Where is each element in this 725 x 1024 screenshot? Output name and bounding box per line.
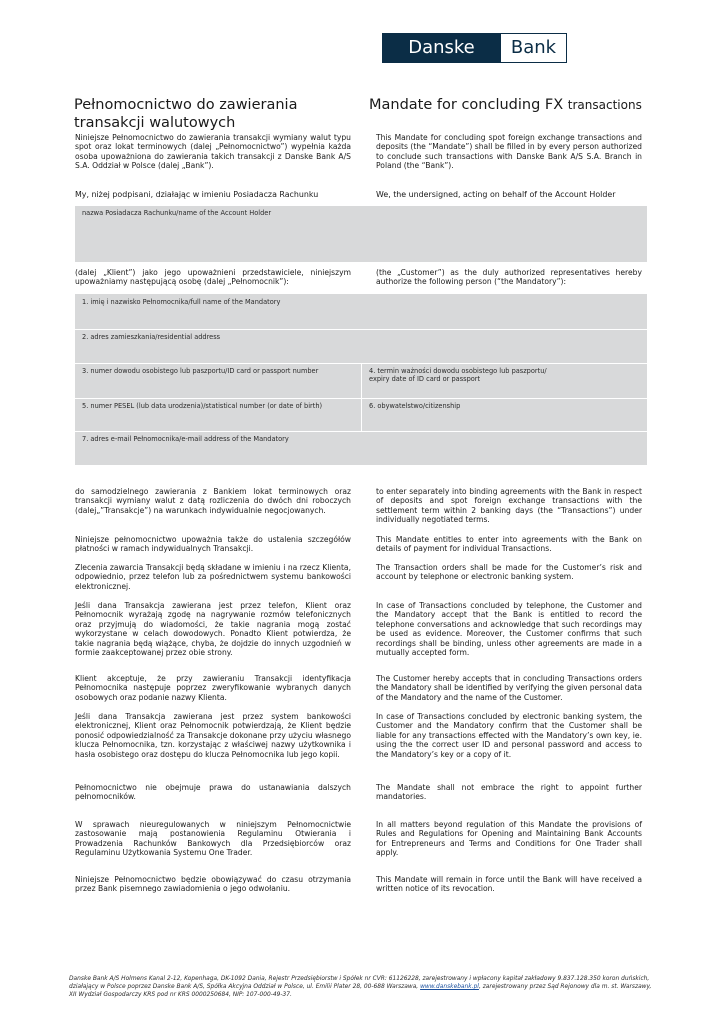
id-number-label: 3. numer dowodu osobistego lub paszportu/ID card or passport number	[82, 367, 319, 375]
id-number-field[interactable]	[75, 364, 361, 398]
citizenship-field[interactable]	[362, 399, 647, 431]
full-name-label: 1. imię i nazwisko Pełnomocnika/full name of the Mandatory	[82, 298, 281, 306]
clause-en-7: The Mandate shall not embrace the right to appoint further mandatories.	[376, 783, 642, 802]
title-english	[369, 96, 659, 114]
footer-legal	[69, 975, 659, 999]
pesel-field[interactable]	[75, 399, 361, 431]
clause-en-9: This Mandate will remain in force until the Bank will have received a written notice of its revocation.	[376, 875, 642, 894]
pesel-label: 5. numer PESEL (lub data urodzenia)/statistical number (or date of birth)	[82, 402, 323, 410]
id-expiry-label	[369, 367, 547, 384]
account-holder-field[interactable]	[75, 206, 647, 262]
residential-address-label: 2. adres zamieszkania/residential address	[82, 333, 221, 341]
clause-pl-6: Jeśli dana Transakcja zawierana jest przez system bankowości elektronicznej, Klient oraz Pełnomocnik potwierdzają, że Klient będzie ponosić odpowiedzialność za Transakcje dokonane przy użyciu własnego klucza Pełnomocnika, tzn. korzystając z właściwej nazwy użytkownika i hasła osobistego oraz dostępu do klucza Pełnomocnika lub jego kopii.	[75, 712, 351, 759]
undersigned-english: We, the undersigned, acting on behalf of the Account Holder	[376, 190, 616, 199]
footer-text: Danske Bank A/S Holmens Kanal 2-12, Kopenhaga, DK-1092 Dania, Rejestr Przedsiębiorstw i Spółek nr CVR: 61126228, zarejestrowany i wpłacony kapitał zakładowy 9.837.128.350 koron duńskich, działający w Polsce poprzez Danske Bank A/S, Spółka Akcyjna Oddział w Polsce, ul. Emilii Plater 28, 00-688 Warszawa,	[69, 976, 650, 990]
danske-bank-logo	[382, 33, 567, 63]
intro-english: This Mandate for concluding spot foreign exchange transactions and deposits (the “Mandate”) shall be filled in by every person authorized to conclude such transactions with Danske Bank A/S S.A. Branch in Poland (the “Bank”).	[376, 133, 642, 171]
clause-pl-3: Zlecenia zawarcia Transakcji będą składane w imieniu i na rzecz Klienta, odpowiednio, przez telefon lub za pośrednictwem systemu bankowości elektronicznej.	[75, 563, 351, 591]
id-expiry-label-line1: 4. termin ważności dowodu osobistego lub paszportu/	[369, 367, 547, 375]
clause-en-1: to enter separately into binding agreements with the Bank in respect of deposits and spot foreign exchange transactions with the settlement term within 2 banking days (the “Transactions”) under individually negotiated terms.	[376, 487, 642, 525]
residential-address-field[interactable]	[75, 330, 647, 363]
id-expiry-field[interactable]	[362, 364, 647, 398]
authorize-english: (the „Customer”) as the duly authorized representatives hereby authorize the following person (“the Mandatory”):	[376, 268, 642, 287]
logo-bank: Bank	[500, 34, 566, 62]
clause-en-5: The Customer hereby accepts that in concluding Transactions orders the Mandatory shall be identified by verifying the given personal data of the Mandatory and the name of the Customer.	[376, 674, 642, 702]
title-polish: Pełnomocnictwo do zawierania transakcji walutowych	[74, 97, 298, 131]
clause-en-4: In case of Transactions concluded by telephone, the Customer and the Mandatory accept that the Bank is entitled to record the telephone conversations and acknowledge that such recordings may be used as evidence. Moreover, the Customer confirms that such recordings shall be binding, unless other agreements are made in a mutually accepted form.	[376, 601, 642, 658]
clause-pl-8: W sprawach nieuregulowanych w niniejszym Pełnomocnictwie zastosowanie mają postanowienia Regulaminu Otwierania i Prowadzenia Rachunków Bankowych dla Przedsiębiorców oraz Regulaminu Użytkowania Systemu One Trader.	[75, 820, 351, 858]
title-english-main: Mandate for concluding FX	[369, 97, 564, 113]
id-expiry-label-line2: expiry date of ID card or passport	[369, 375, 481, 384]
undersigned-polish: My, niżej podpisani, działając w imieniu Posiadacza Rachunku	[75, 190, 319, 199]
account-holder-label: nazwa Posiadacza Rachunku/name of the Account Holder	[82, 209, 272, 217]
clause-pl-4: Jeśli dana Transakcja zawierana jest przez telefon, Klient oraz Pełnomocnik wyrażają zgodę na nagrywanie rozmów telefonicznych oraz przyjmują do wiadomości, że takie nagrania mogą zostać wykorzystane w celach dowodowych. Ponadto Klient potwierdza, że takie nagrania będą wiążące, chyba, że dojdzie do innych uzgodnień w formie zaakceptowanej przez obie strony.	[75, 601, 351, 658]
clause-en-6: In case of Transactions concluded by electronic banking system, the Customer and the Mandatory confirm that the Customer shall be liable for any transactions effected with the Mandatory’s own key, ie. using the the correct user ID and personal password and access to the Mandatory’s key or a copy of it.	[376, 712, 642, 759]
clause-pl-5: Klient akceptuje, że przy zawieraniu Transakcji identyfikacja Pełnomocnika następuje poprzez zweryfikowanie wybranych danych osobowych oraz podanie nazwy Klienta.	[75, 674, 351, 702]
email-field[interactable]	[75, 432, 647, 465]
clause-pl-7: Pełnomocnictwo nie obejmuje prawa do ustanawiania dalszych pełnomocników.	[75, 783, 351, 802]
clause-en-8: In all matters beyond regulation of this Mandate the provisions of Rules and Regulations for Opening and Maintaining Bank Accounts for Entrepreneurs and Terms and Conditions for One Trader shall apply.	[376, 820, 642, 858]
authorize-polish: (dalej „Klient”) jako jego upoważnieni przedstawiciele, niniejszym upoważniamy następującą osobę (dalej „Pełnomocnik”):	[75, 268, 351, 287]
clause-pl-9: Niniejsze Pełnomocnictwo będzie obowiązywać do czasu otrzymania przez Bank pisemnego zawiadomienia o jego odwołaniu.	[75, 875, 351, 894]
mandatory-details-form	[75, 294, 647, 465]
title-english-small: transactions	[567, 98, 642, 112]
intro-polish: Niniejsze Pełnomocnictwo do zawierania transakcji wymiany walut typu spot oraz lokat terminowych (dalej „Pełnomocnictwo”) wypełnia każda osoba upoważniona do zawierania takich transakcji z Danske Bank A/S S.A. Oddział w Polsce (dalej „Bank”).	[75, 133, 351, 171]
footer-text-2: , zarejestrowany przez Sąd Rejonowy dla m. st. Warszawy, XII Wydział Gospodarczy KRS pod nr KRS 0000250684, NIP: 107-000-49-37.	[69, 984, 652, 998]
clause-en-3: The Transaction orders shall be made for the Customer’s risk and account by telephone or electronic banking system.	[376, 563, 642, 582]
footer-website-link[interactable]: www.danskebank.pl	[420, 984, 479, 990]
clause-en-2: This Mandate entitles to enter into agreements with the Bank on details of payment for individual Transactions.	[376, 535, 642, 554]
full-name-field[interactable]	[75, 294, 647, 329]
email-label: 7. adres e-mail Pełnomocnika/e-mail address of the Mandatory	[82, 435, 289, 443]
clause-pl-1: do samodzielnego zawierania z Bankiem lokat terminowych oraz transakcji wymiany walut z datą rozliczenia do dwóch dni roboczych (dalej„”Transakcje”) na warunkach indywidualnie negocjowanych.	[75, 487, 351, 515]
citizenship-label: 6. obywatelstwo/citizenship	[369, 402, 461, 410]
clause-pl-2: Niniejsze pełnomocnictwo upoważnia także do ustalenia szczegółów płatności w ramach indywidualnych Transakcji.	[75, 535, 351, 554]
logo-danske: Danske	[383, 34, 500, 62]
